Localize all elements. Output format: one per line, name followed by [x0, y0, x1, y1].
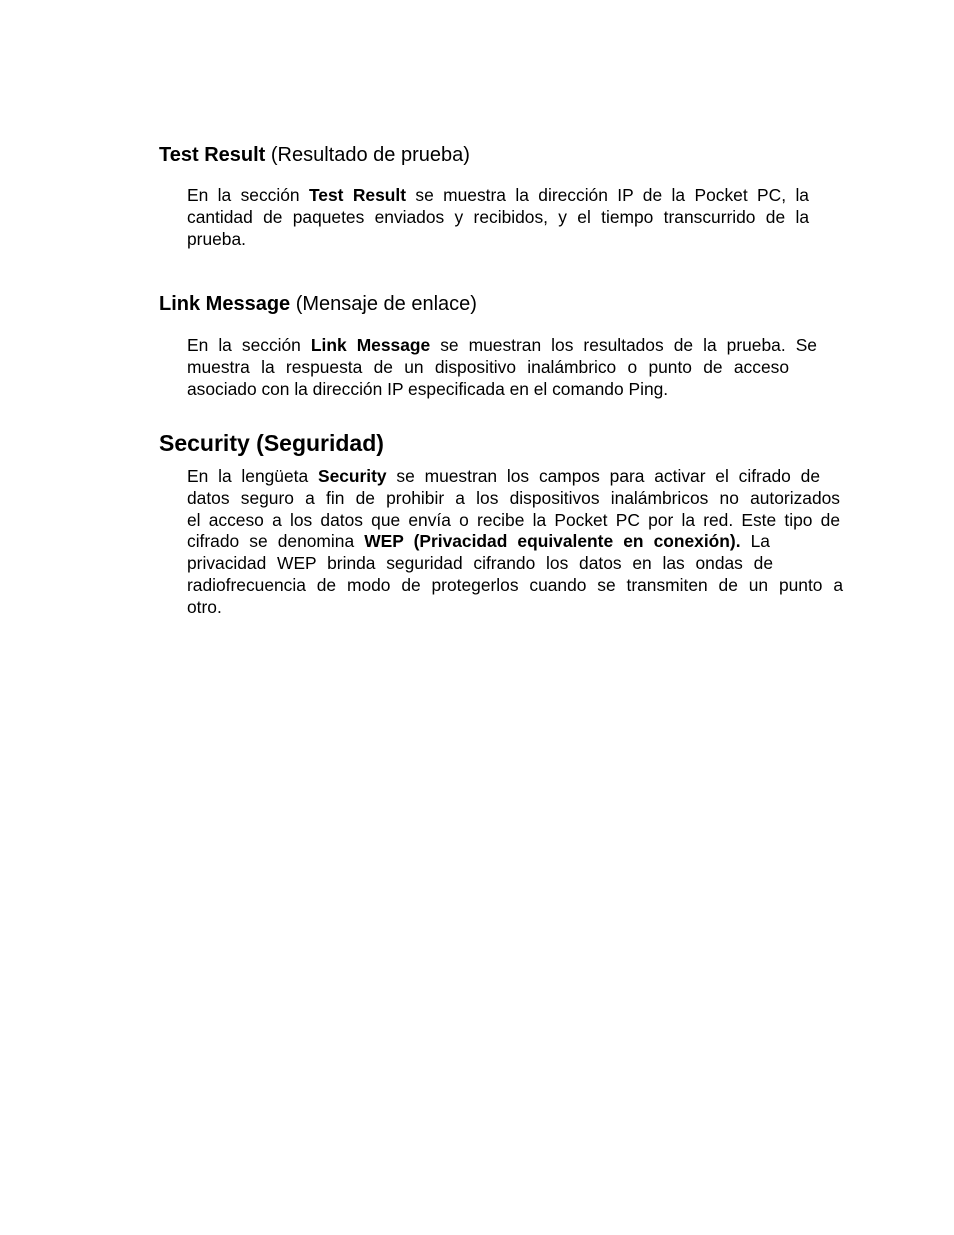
paragraph-line: otro.	[187, 596, 222, 617]
paragraph-line: asociado con la dirección IP especificada en el comando Ping.	[187, 378, 669, 399]
link-message-paragraph	[187, 335, 817, 400]
link-message-heading-bold: Link Message	[159, 293, 291, 315]
paragraph-line: radiofrecuencia de modo de protegerlos cuando se transmiten de un punto a	[187, 574, 843, 595]
paragraph-line: En la sección Link Message se muestran los resultados de la prueba. Se	[187, 335, 817, 355]
paragraph-line: cantidad de paquetes enviados y recibidos, y el tiempo transcurrido de la	[187, 206, 809, 227]
paragraph-line: En la sección Test Result se muestra la dirección IP de la Pocket PC, la	[187, 185, 809, 205]
paragraph-line: privacidad WEP brinda seguridad cifrando los datos en las ondas de	[187, 553, 773, 574]
test-result-heading-rest: (Resultado de prueba)	[270, 144, 470, 166]
paragraph-line: cifrado se denomina WEP (Privacidad equivalente en conexión). La	[187, 531, 770, 552]
paragraph-line: prueba.	[187, 228, 246, 249]
test-result-paragraph	[187, 185, 809, 250]
link-message-heading	[159, 292, 477, 316]
link-message-heading-rest: (Mensaje de enlace)	[295, 293, 477, 315]
paragraph-line: datos seguro a fin de prohibir a los dispositivos inalámbricos no autorizados	[187, 487, 840, 508]
paragraph-line: En la lengüeta Security se muestran los campos para activar el cifrado de	[187, 466, 820, 486]
paragraph-line: muestra la respuesta de un dispositivo inalámbrico o punto de acceso	[187, 356, 789, 377]
paragraph-line: el acceso a los datos que envía o recibe la Pocket PC por la red. Este tipo de	[187, 509, 840, 530]
test-result-heading	[159, 143, 470, 167]
security-paragraph	[187, 466, 843, 619]
security-heading: Security (Seguridad)	[159, 430, 384, 456]
test-result-heading-bold: Test Result	[159, 144, 266, 166]
